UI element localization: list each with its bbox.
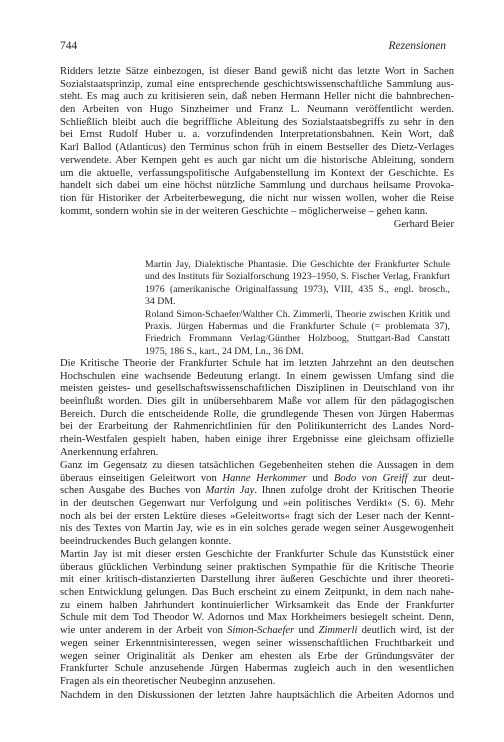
- text-run: zur deut-: [407, 472, 454, 484]
- text-run: und: [294, 625, 319, 637]
- review-paragraph-4: [60, 549, 454, 689]
- review-paragraph-2: [60, 358, 454, 460]
- italic-name: Simon-Schaefer: [227, 625, 295, 637]
- text-line: steht. Es mag auch zu kritisieren sein, daß neben Hermann Heller nicht die bahnbrechen-: [60, 91, 454, 103]
- text-line: [60, 600, 454, 613]
- text-line: Bereich. Durch die entscheidende Rolle, die grundlegende Thesen von Jürgen Habermas: [60, 408, 454, 420]
- text-line: und des Instituts für Sozialforschung 1923–1950, S. Fischer Verlag, Frankfurt: [145, 271, 450, 283]
- text-run: und: [306, 472, 334, 484]
- text-line: handelt sich dabei um eine höchst nützliche Sammlung und durchaus heilsame Provoka-: [60, 180, 454, 192]
- bibliographic-entries: [145, 259, 450, 358]
- text-line: Roland Simon-Schaefer/Walther Ch. Zimmerli, Theorie zwischen Kritik und: [145, 308, 450, 320]
- text-line: [60, 651, 454, 664]
- text-run: mit einer kritisch-distanzierten Darstellung ihrer äußeren Geschichte und ihrer theoreti-: [60, 574, 454, 586]
- signature-block: [60, 219, 454, 232]
- text-run: Martin Jay ist mit dieser ersten Geschichte der Frankfurter Schule das Kunststück einer: [60, 549, 454, 560]
- text-run: in der deutschen Gegenwart nur Verfolgung und »ein politisches Verdikt« (S. 6). Mehr: [60, 498, 454, 510]
- page-number: 744: [60, 40, 78, 52]
- text-line: [60, 676, 454, 689]
- text-line: Hochschulen eine wachsende Bedeutung erlangt. In einem gewissen Umfang sind die: [60, 370, 454, 382]
- text-line: [60, 536, 454, 549]
- text-run: überaus glücklichen Verbindung seiner praktischen Sympathie für die Kritische Theorie: [60, 561, 454, 573]
- text-run: überaus einseitigen Geleitwort von: [60, 472, 223, 484]
- text-line: Nachdem in den Diskussionen der letzten Jahre hauptsächlich die Arbeiten Adornos und: [60, 690, 454, 701]
- text-line: [60, 638, 454, 651]
- review-paragraph-1: [60, 66, 454, 218]
- text-line: Ridders letzte Sätze einbezogen, ist dieser Band gewiß nicht das letzte Wort in Sachen: [60, 66, 454, 77]
- text-line: [60, 473, 454, 486]
- text-line: Schließlich bleibt auch die begriffliche Ableitung des Sozialstaatsbegriffs zu sehr in den: [60, 116, 454, 128]
- text-line: beeinflußt worden. Dies gilt in unübersehbarem Maße vor allem für den pädagogischen: [60, 396, 454, 408]
- review-paragraph-5: [60, 690, 454, 703]
- text-line: [60, 511, 454, 524]
- text-run: schen Ausgabe des Buches von: [60, 485, 206, 497]
- text-run: zu einem halben Jahrhundert kontinuierlicher Wirksamkeit das Ende der Frankfurter: [60, 599, 454, 611]
- text-line: [60, 562, 454, 575]
- text-line: [60, 460, 454, 473]
- text-line: rhein-Westfalen gespielt haben, haben einige ihrer Ergebnisse eine gleichsam offizielle: [60, 434, 454, 446]
- text-line: 1975, 186 S., kart., 24 DM, Ln., 36 DM.: [145, 345, 304, 357]
- running-head: Rezensionen: [388, 40, 446, 52]
- text-run: wegen seiner Erkenntnisinteressen, wegen seiner wissenschaftlichen Fruchtbarkeit und: [60, 637, 454, 649]
- reviewer-signature: Gerhard Beier: [393, 219, 454, 230]
- text-run: beeindruckendes Buch gelangen konnte.: [60, 536, 232, 548]
- text-run: Fragen als ein theoretischer Neubeginn anzusehen.: [60, 675, 276, 687]
- text-line: Die Kritische Theorie der Frankfurter Schule hat im letzten Jahrzehnt an den deutschen: [60, 358, 454, 369]
- text-line: bei der Erarbeitung der Rahmenrichtlinien für den Politikunterricht des Landes Nord-: [60, 421, 454, 433]
- text-line: bei Ernst Rudolf Huber u. a. vorzufindenden Interpretationsbahnen. Kein Wort, daß: [60, 129, 454, 141]
- text-line: 1976 (amerikanische Originalfassung 1973), VIII, 435 S., engl. brosch.,: [145, 283, 450, 295]
- text-line: 34 DM.: [145, 296, 176, 308]
- text-run: . Ihnen zufolge droht der Kritischen Theorie: [254, 485, 454, 497]
- text-run: Schule mit dem Tod Theodor W. Adornos und Max Horkheimers besiegelt scheint. Denn,: [60, 612, 454, 624]
- text-line: [60, 587, 454, 600]
- text-line: Anerkennung erfahren.: [60, 446, 159, 458]
- text-run: schen Entwicklung gelungen. Das Buch erscheint zu einem Zeitpunkt, in dem nach nahe-: [60, 587, 454, 599]
- text-run: wie unter anderem in der Arbeit von: [60, 625, 228, 637]
- text-line: kommt, sondern wohin sie in der weiteren Geschichte – möglicherweise – gehen kann.: [60, 205, 428, 217]
- text-line: meisten geistes- und gesellschaftswissenschaftlichen Disziplinen in Deutschland von ihr: [60, 383, 454, 395]
- text-line: den Arbeiten von Hugo Sinzheimer und Franz L. Neumann veröffentlicht werden.: [60, 104, 454, 116]
- italic-name: Bodo von Greiff: [333, 472, 408, 484]
- italic-name: Hanne Herkommer: [222, 472, 307, 484]
- text-run: nis des Textes von Martin Jay, wie es in ein solches gerade wegen seiner Ausgewogenheit: [60, 523, 454, 535]
- text-line: [60, 663, 454, 676]
- text-run: noch als bei der ersten Lektüre dieses »Geleitworts« fragt sich der Leser nach der Kennt-: [60, 510, 454, 522]
- text-line: [60, 625, 454, 638]
- text-run: Frankfurter Schule anzusehende Jürgen Habermas zugleich auch in den wesentlichen: [60, 663, 454, 675]
- text-run: Ganz im Gegensatz zu diesen tatsächlichen Gegebenheiten stehen die Aussagen in dem: [60, 460, 454, 471]
- text-line: [60, 485, 454, 498]
- text-run: wegen seiner Originalität als Denker am ehesten als Erbe der Gründungsväter der: [60, 650, 454, 662]
- text-line: [60, 574, 454, 587]
- text-line: verwendete. Aber Kempen geht es auch gar nicht um die historische Ableitung, sondern: [60, 154, 454, 166]
- text-line: Martin Jay, Dialektische Phantasie. Die Geschichte der Frankfurter Schule: [145, 259, 450, 270]
- text-line: [60, 612, 454, 625]
- text-run: deutlich wird, ist der: [357, 625, 454, 637]
- italic-name: Martin Jay: [205, 485, 255, 497]
- text-line: Karl Ballod (Atlanticus) den Terminus schon früh in einem Bestseller des Dietz-Verlages: [60, 142, 454, 154]
- text-line: Sozialstaatsprinzip, zumal eine entsprechende geschichtswissenschaftliche Sammlung aus-: [60, 78, 454, 90]
- text-line: tion für Historiker der Arbeiterbewegung, die nicht nur wissen wollen, woher die Reise: [60, 192, 454, 204]
- review-paragraph-3: [60, 460, 454, 549]
- page-header: [60, 40, 446, 56]
- text-line: [60, 549, 454, 562]
- text-line: um die aktuelle, verfassungspolitische Aufgabenstellung im Kontext der Geschichte. Es: [60, 167, 454, 179]
- italic-name: Zimmerli: [318, 625, 358, 637]
- text-line: [60, 523, 454, 536]
- text-line: Praxis. Jürgen Habermas und die Frankfurter Schule (= problemata 37),: [145, 320, 450, 332]
- text-line: [60, 498, 454, 511]
- text-line: Friedrich Frommann Verlag/Günther Holzboog, Stuttgart-Bad Canstatt: [145, 333, 450, 345]
